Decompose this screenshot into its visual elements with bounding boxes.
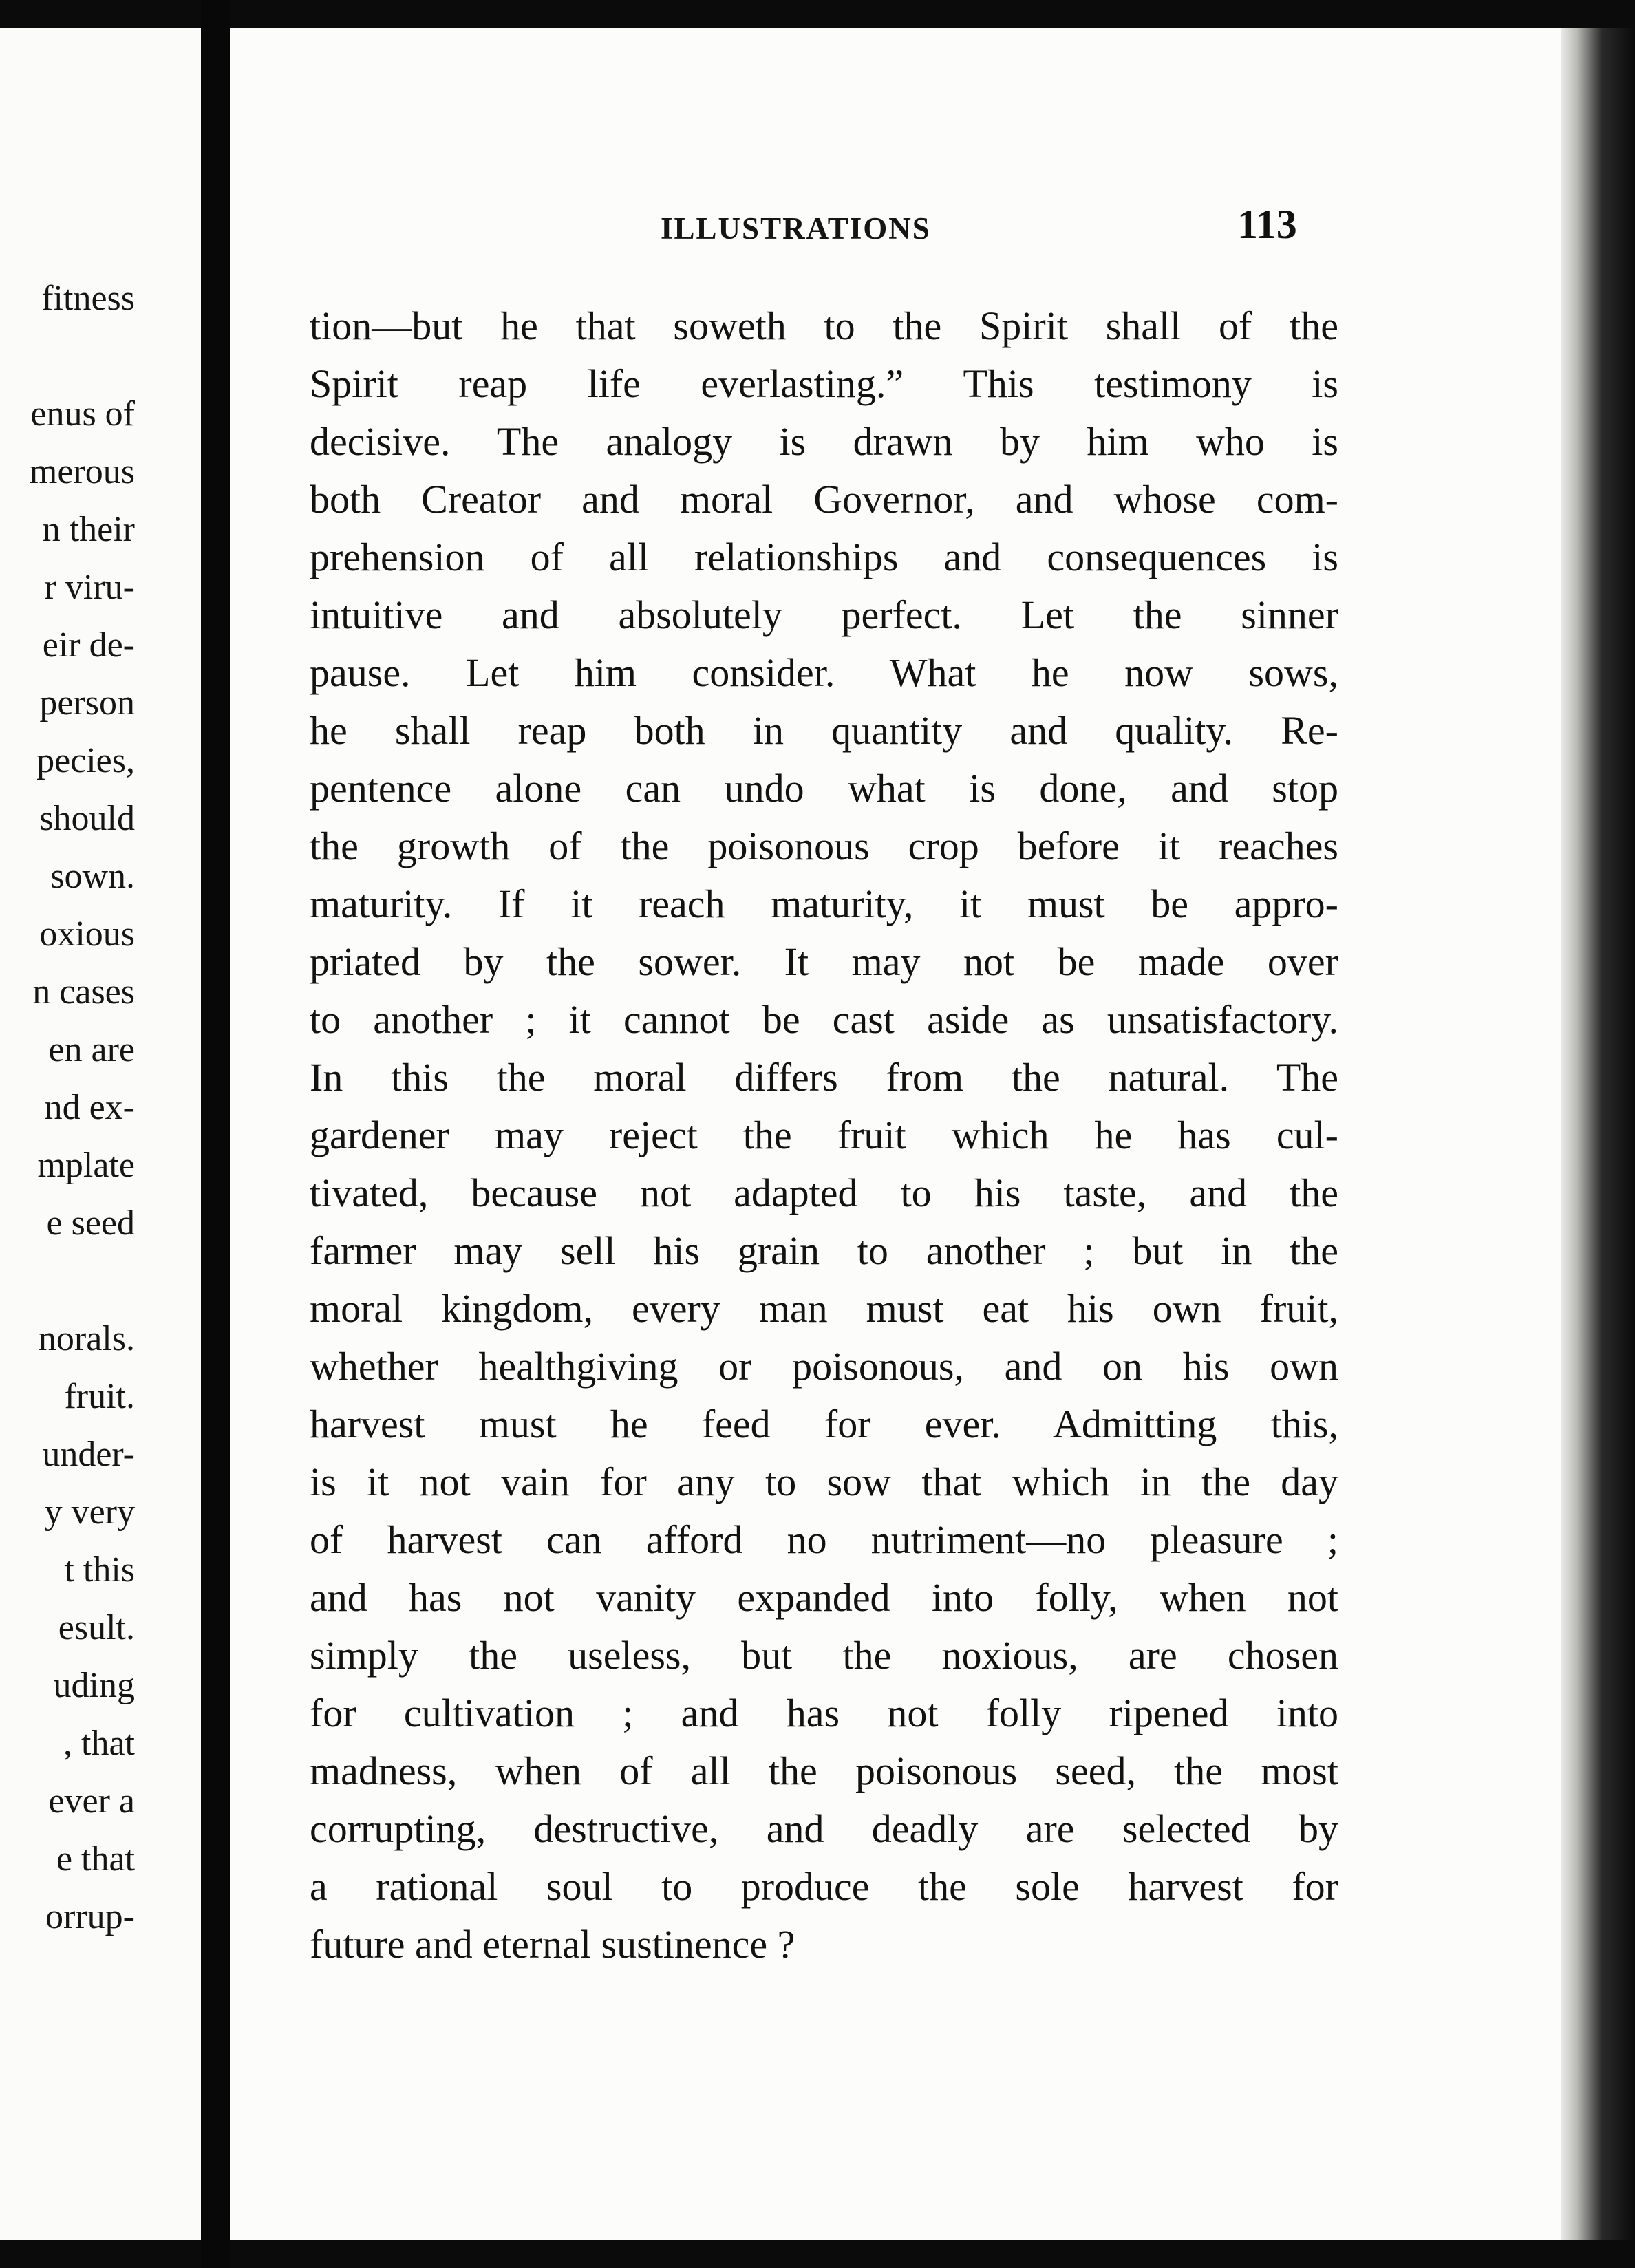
left-page-line: norals. [38,1319,135,1358]
left-page-line: fruit. [64,1377,135,1416]
text-line: tivated, because not adapted to his taste, and the [310,1170,1338,1215]
text-line: simply the useless, but the noxious, are chosen [310,1633,1338,1678]
left-page-line: sown. [50,857,135,896]
left-page-line: fitness [41,279,135,318]
text-line: harvest must he feed for ever. Admitting this, [310,1402,1338,1446]
text-line: the growth of the poisonous crop before it reaches [310,824,1338,868]
left-page-line: merous [29,452,135,491]
left-page-line: ever a [48,1782,135,1821]
text-line: to another ; it cannot be cast aside as unsatisfactory. [310,997,1338,1042]
left-page-line: , that [63,1724,135,1763]
text-line: madness, when of all the poisonous seed, the most [310,1748,1338,1793]
left-page [0,28,201,2240]
text-line: tion—but he that soweth to the Spirit shall of the [310,303,1338,348]
text-line: a rational soul to produce the sole harvest for [310,1864,1338,1909]
left-page-line: r viru- [44,568,135,607]
text-line: farmer may sell his grain to another ; but in the [310,1228,1338,1273]
text-line: decisive. The analogy is drawn by him who is [310,419,1338,464]
text-line: priated by the sower. It may not be made over [310,939,1338,984]
text-line: intuitive and absolutely perfect. Let the sinner [310,592,1338,637]
book-gutter [201,0,230,2268]
running-head: ILLUSTRATIONS [661,211,931,246]
text-line: is it not vain for any to sow that which in the day [310,1459,1338,1504]
left-page-line: under- [42,1435,135,1474]
text-line: Spirit reap life everlasting.” This testimony is [310,361,1338,406]
left-page-line: e seed [46,1203,135,1243]
left-page-line: en are [48,1030,135,1069]
left-page-line: person [39,683,135,723]
text-line: moral kingdom, every man must eat his own fruit, [310,1286,1338,1331]
text-line: prehension of all relationships and consequences is [310,535,1338,579]
left-page-line: should [39,799,135,838]
text-line: maturity. If it reach maturity, it must be appro- [310,881,1338,926]
left-page-line: pecies, [36,741,135,780]
left-page-line: esult. [58,1608,135,1647]
page-edge [1561,28,1635,2240]
text-line: corrupting, destructive, and deadly are selected by [310,1806,1338,1851]
left-page-line: nd ex- [44,1088,135,1127]
text-line: pause. Let him consider. What he now sows, [310,650,1338,695]
text-line: In this the moral differs from the natural. The [310,1055,1338,1100]
left-page-line: n their [42,510,135,549]
page-number: 113 [1237,202,1297,247]
text-line: both Creator and moral Governor, and whose com- [310,477,1338,522]
left-page-line: mplate [37,1146,135,1185]
left-page-line: eir de- [42,625,135,665]
left-page-line: e that [56,1839,135,1879]
left-page-line: oxious [39,914,135,954]
text-line: for cultivation ; and has not folly ripened into [310,1691,1338,1735]
left-page-text [0,28,201,2240]
text-line: gardener may reject the fruit which he has cul- [310,1113,1338,1157]
text-line: of harvest can afford no nutriment—no pleasure ; [310,1517,1338,1562]
left-page-line: n cases [32,972,135,1012]
left-page-line: orrup- [45,1897,135,1936]
left-page-line: uding [53,1666,135,1705]
left-page-line: y very [44,1493,135,1532]
text-line: he shall reap both in quantity and quality. Re- [310,708,1338,753]
left-page-line: enus of [30,394,135,434]
text-line: future and eternal sustinence ? [310,1922,795,1967]
text-line: pentence alone can undo what is done, and stop [310,766,1338,811]
text-line: whether healthgiving or poisonous, and on his own [310,1344,1338,1389]
left-page-line: t this [64,1550,135,1590]
text-line: and has not vanity expanded into folly, when not [310,1575,1338,1620]
body-text [310,297,1338,1973]
